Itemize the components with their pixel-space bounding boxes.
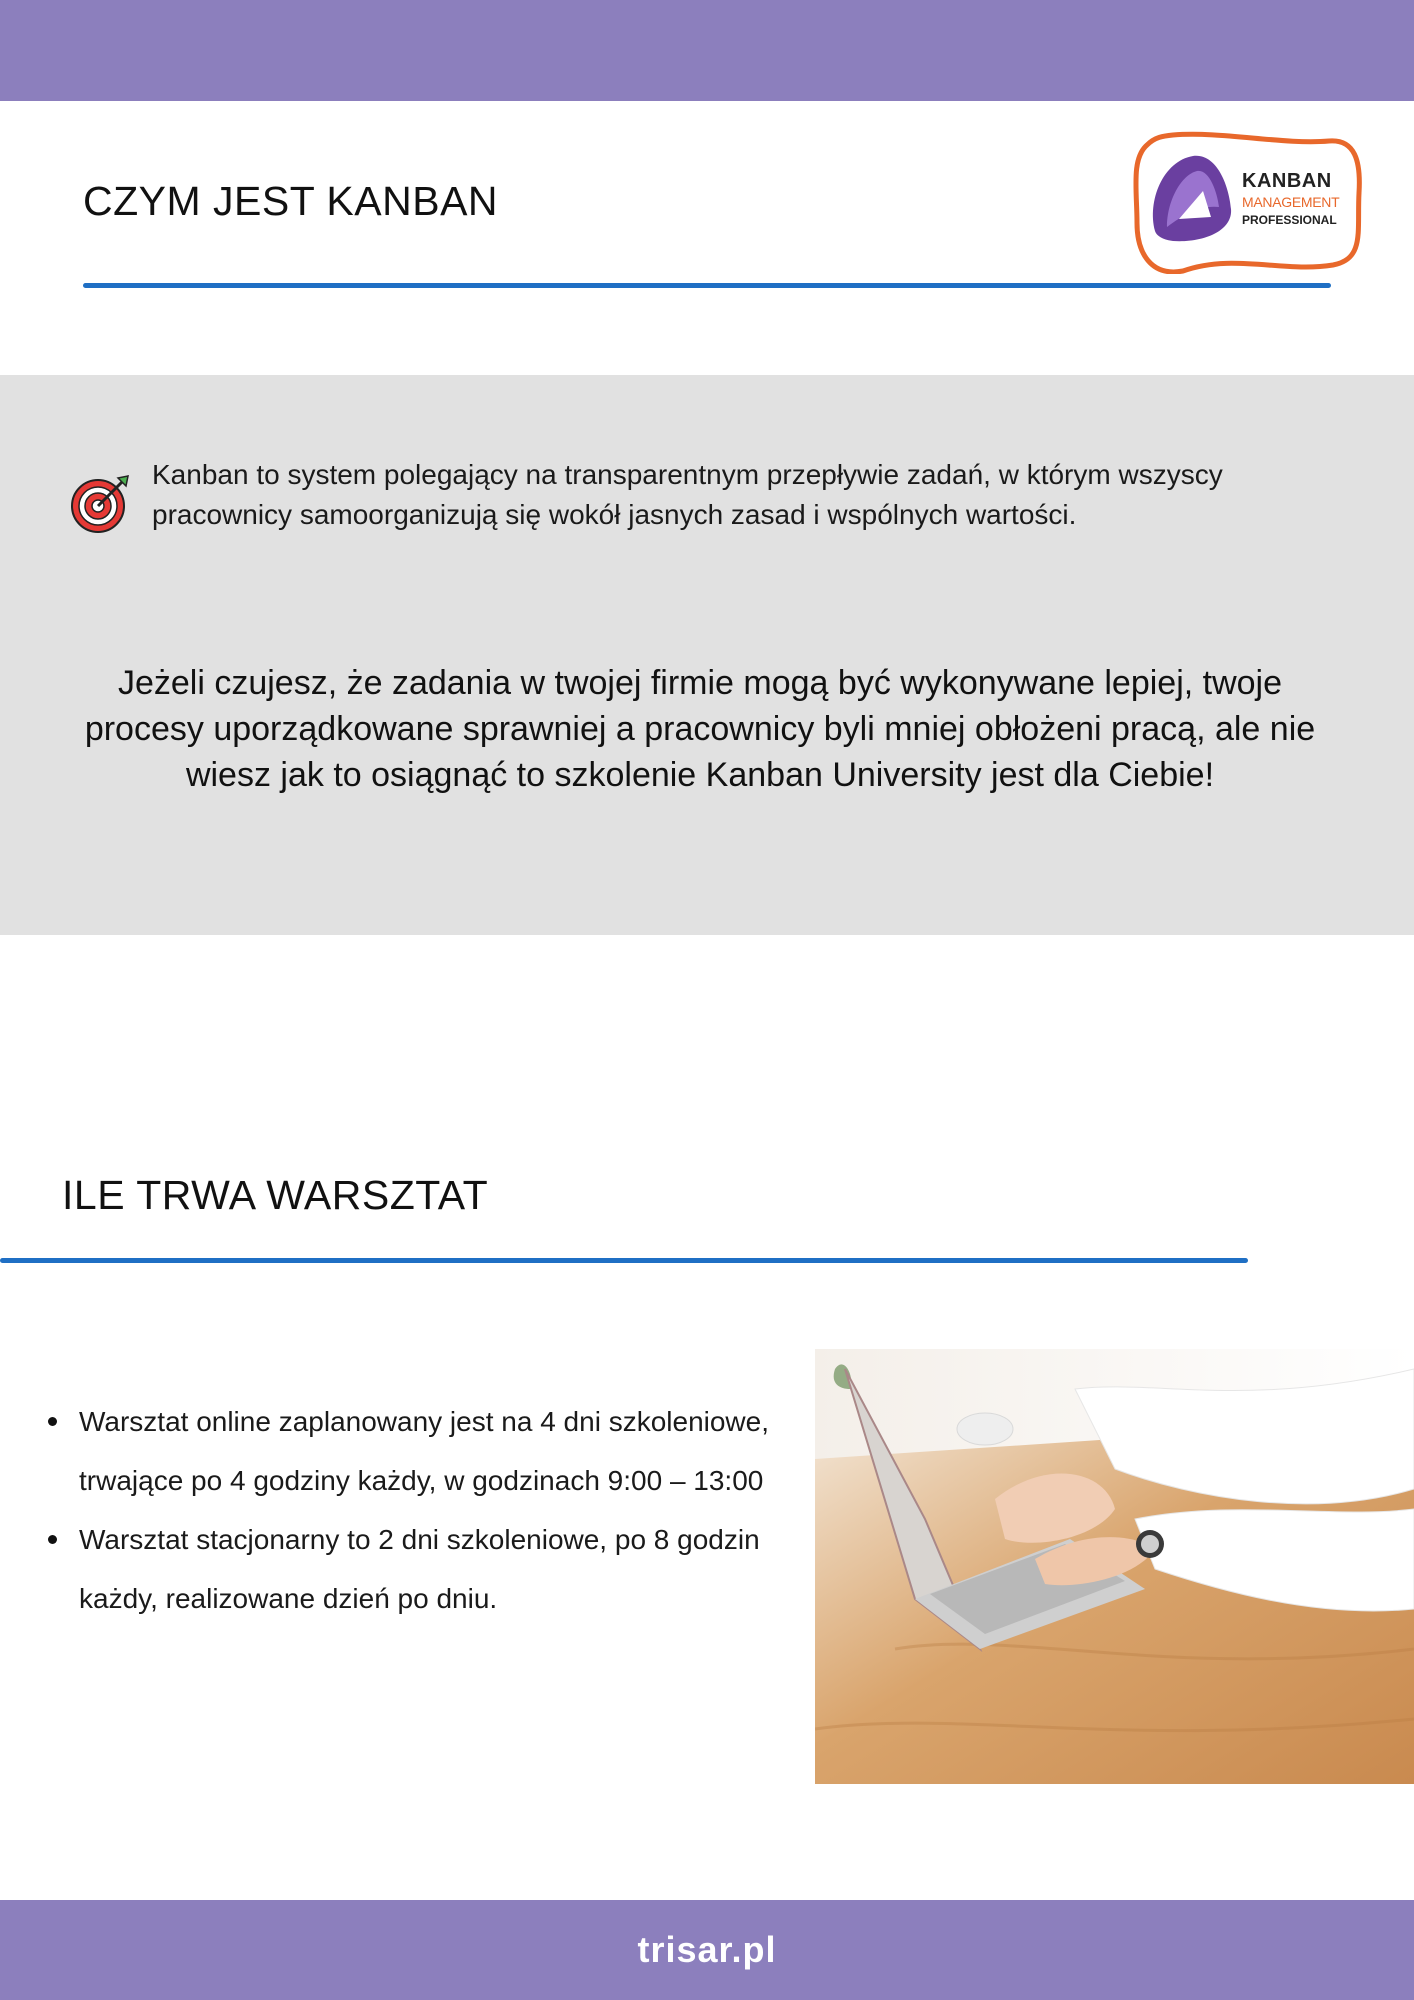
logo-text-kanban: KANBAN [1242,170,1332,192]
list-item: Warsztat online zaplanowany jest na 4 dni szkoleniowe, trwające po 4 godziny każdy, w godzinach 9:00 – 13:00 [44,1392,784,1510]
duration-list [44,1392,784,1628]
logo-text-management: MANAGEMENT [1242,194,1340,210]
section-title-workshop-duration: ILE TRWA WARSZTAT [62,1172,489,1218]
kanban-management-professional-logo [1133,131,1363,274]
list-item: Warsztat stacjonarny to 2 dni szkoleniowe, po 8 godzin każdy, realizowane dzień po dniu. [44,1510,784,1628]
intro-paragraph: Kanban to system polegający na transparentnym przepływie zadań, w którym wszyscy pracownicy samoorganizują się wokół jasnych zasad i wspólnych wartości. [152,459,1223,530]
title-divider [83,283,1331,288]
logo-text-professional: PROFESSIONAL [1242,213,1337,227]
section-title-what-is-kanban: CZYM JEST KANBAN [83,178,499,224]
callout-paragraph: Jeżeli czujesz, że zadania w twojej firmie mogą być wykonywane lepiej, twoje procesy uporządkowane sprawniej a pracownicy byli mniej obłożeni pracą, ale nie wiesz jak to osiągnąć to szkolenie Kanban University jest dla Ciebie! [84,664,1316,794]
target-icon [70,474,130,534]
footer-brand-text[interactable]: trisar.pl [637,1929,777,1970]
top-banner [0,0,1414,101]
bottom-banner [0,1900,1414,2000]
section-divider [0,1258,1248,1263]
laptop-typing-photo [815,1349,1414,1784]
